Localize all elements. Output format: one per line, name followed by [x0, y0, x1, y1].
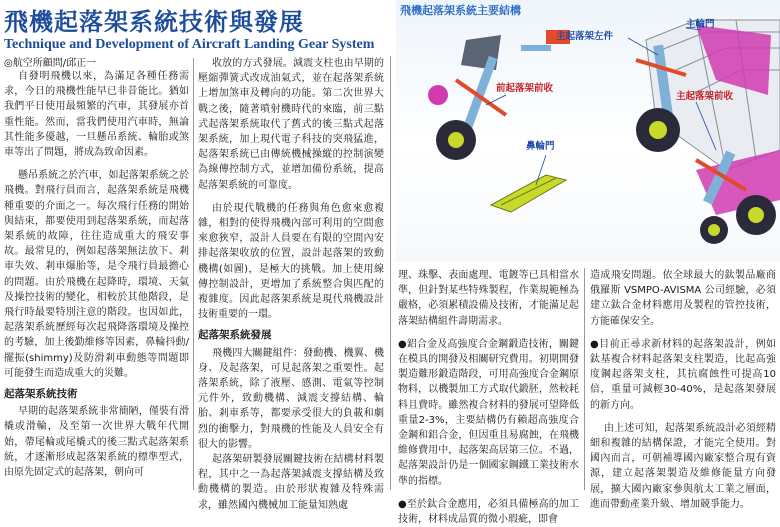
paragraph: 由於現代戰機的任務與角色愈來愈複雜，相對的使得飛機內部可利用的空間愈來愈狹窄，設計人員要在有限的空間內安排起落架收放的位置，設計起落架的致動機構(如圖)，是極大的挑戰。加上使用線傳控制設計，更增加了系統整合與匹配的複雜度。因此起落架系統是現代飛機設計技術重要的一環。	[198, 202, 384, 321]
paragraph: 懸吊系統之於汽車，如起落架系統之於飛機。對飛行員而言，起落架系統是飛機種重要的介面之一。每次飛行任務的開始與結束，都要使用到起落架系統，而起落架系統的故障，往往造成重大的飛安事故。最常見的，例如起落架無法放下、剎車失效、剎車爆胎等，是令飛行員最擔心的問題。由於飛機在起降時，環境、天氣及操控技術的變化，相較於其他階段，是飛行時最要特別注意的階段。也因如此，起落架系統歷經每次起飛降落環境及操控的考驗，加上後勤維修等因素，鼻輪抖動/擺振(shimmy)及防滑剎車動態等問題即可能發生而造成重大的災難。	[4, 170, 189, 379]
article-subtitle: Technique and Development of Aircraft Landing Gear System	[4, 37, 375, 52]
bullet-paragraph: ●目前正尋求新材料的起落架設計，例如鈦基複合材料起落架支柱製造，比起高強度鋼起落架支柱，其抗腐蝕性可提高10倍，重量可減輕30-40%，是起落架發展的新方向。	[590, 338, 776, 411]
bullet-paragraph: ●至於鈦合金應用，必須具備極高的加工技術，材料成品質的微小瑕疵，即會	[398, 498, 579, 526]
paragraph: 收放的方式發展。減震支柱也由早期的壓縮彈簧式改成油氣式，並在起落架系統上增加煞車及轉向的功能。第二次世界大戰之後，隨著噴射機時代的來臨，前三點式起落架系統取代了舊式的後三點式起落架系統，加上現代電子科技的突飛猛進，起落架系統已由傳統機械操縱的控制演變為線傳控制方式，並增加備份系統，提高起落架系統的可靠度。	[198, 58, 384, 191]
label-nose-wheel-door: 鼻輪門	[526, 141, 555, 152]
label-nose-gear-front: 前起落架前收	[496, 83, 554, 94]
section-heading: 起落架系統技術	[4, 388, 78, 401]
paragraph: 自發明飛機以來，為滿足各種任務需求，今日的飛機性能早已非昔能比。猶如我們平日使用最頻繁的汽車，其發展亦首重性能。然而，當我們使用汽車時，無論其性能多優越，一旦懸吊系統、輪胎或煞車等出了問題，將成為致命因素。	[4, 71, 189, 159]
nose-wheel-door	[491, 175, 566, 212]
text-column-4	[590, 268, 776, 510]
label-main-gear-rear: 主起落架前收	[676, 91, 734, 102]
paragraph: 造成飛安問題。依全球最大的鈦製品廠商俄羅斯 VSMPO-AVISMA 公司經驗，必須建立鈦合金材料應用及製程的管控技術，方能確保安全。	[590, 270, 776, 327]
column-divider	[193, 58, 194, 490]
bullet-paragraph: ●鋁合金及高強度合金鋼鍛造技術，關鍵在模具的開發及相關研究費用。初期開發製造難形鍛造階段，可用高強度合金鋼原物料，以機製加工方式取代鍛胚，然較耗料且費時。雖然複合材料的發展可望降低重量2-3%，主要結構仍有賴超高強度合金鋼和鋁合金，但因重且易腐蝕，在飛機維修費用中，起落架高居第三位。不過，起落架設計仍是一個國家鋼鐵工業技術水準的指標。	[398, 338, 579, 487]
article-author: ◎航空所顧問/邱正一	[4, 58, 97, 69]
text-column-2	[198, 56, 384, 511]
paragraph: 起落架研製發展關鍵技術在結構材料製程，其中之一為起落架減震支撐結構及致動機構的製造。由於形狀複雜及特殊需求，雖然國內機械加工能量知熟處	[198, 454, 384, 511]
text-column-3	[398, 268, 579, 526]
label-main-gear-left: 主起落架左件	[556, 31, 614, 42]
column-divider	[584, 268, 585, 490]
article-title: 飛機起落架系統技術與發展	[4, 7, 304, 36]
column-divider	[390, 56, 391, 490]
landing-gear-figure	[396, 0, 780, 262]
paragraph: 飛機四大關鍵組件：發動機、機翼、機身、及起落架，可見起落架之重要性。起落架系統，除了液壓、感測、電氣等控制元件外，致動機構、減震支撐結構、輪胎、剎車系等，都要承受很大的負載和劇烈的衝擊力，對飛機的性能及人員安全有很大的影響。	[198, 347, 384, 450]
paragraph: 早期的起落架系統非常簡陋，僅裝有滑橇或滑輪，及至第一次世界大戰年代開始，帶尾輪或尾橇式的後三點式起落架系統，才逐漸形成起落架系統的標準型式，由原先固定式的起落架，朝向可	[4, 406, 189, 479]
main-gear-rear	[696, 150, 780, 244]
paragraph: 由上述可知，起落架系統設計必須經精細和複雜的結構保證，才能完全使用。對國內而言，可朝補導國內廠家整合現有資源，建立起落架製造及維修能量方向發展，擴大國內廠家參與航太工業之層面，進而帶動產業升級、增加競爭能力。	[590, 422, 776, 510]
label-main-gear-door: 主輪門	[686, 19, 715, 30]
figure-title: 飛機起落架系統主要結構	[400, 4, 521, 17]
paragraph: 理、珠擊、表面處理、電鍍等已具相當水準，但針對某些特殊製程，作業規範極為嚴格，必須累積設備及技術，才能滿足起落架結構組件壽期需求。	[398, 270, 579, 327]
nose-gear-front	[428, 35, 506, 160]
text-column-1	[4, 69, 189, 490]
section-heading: 起落架系統發展	[198, 329, 272, 342]
